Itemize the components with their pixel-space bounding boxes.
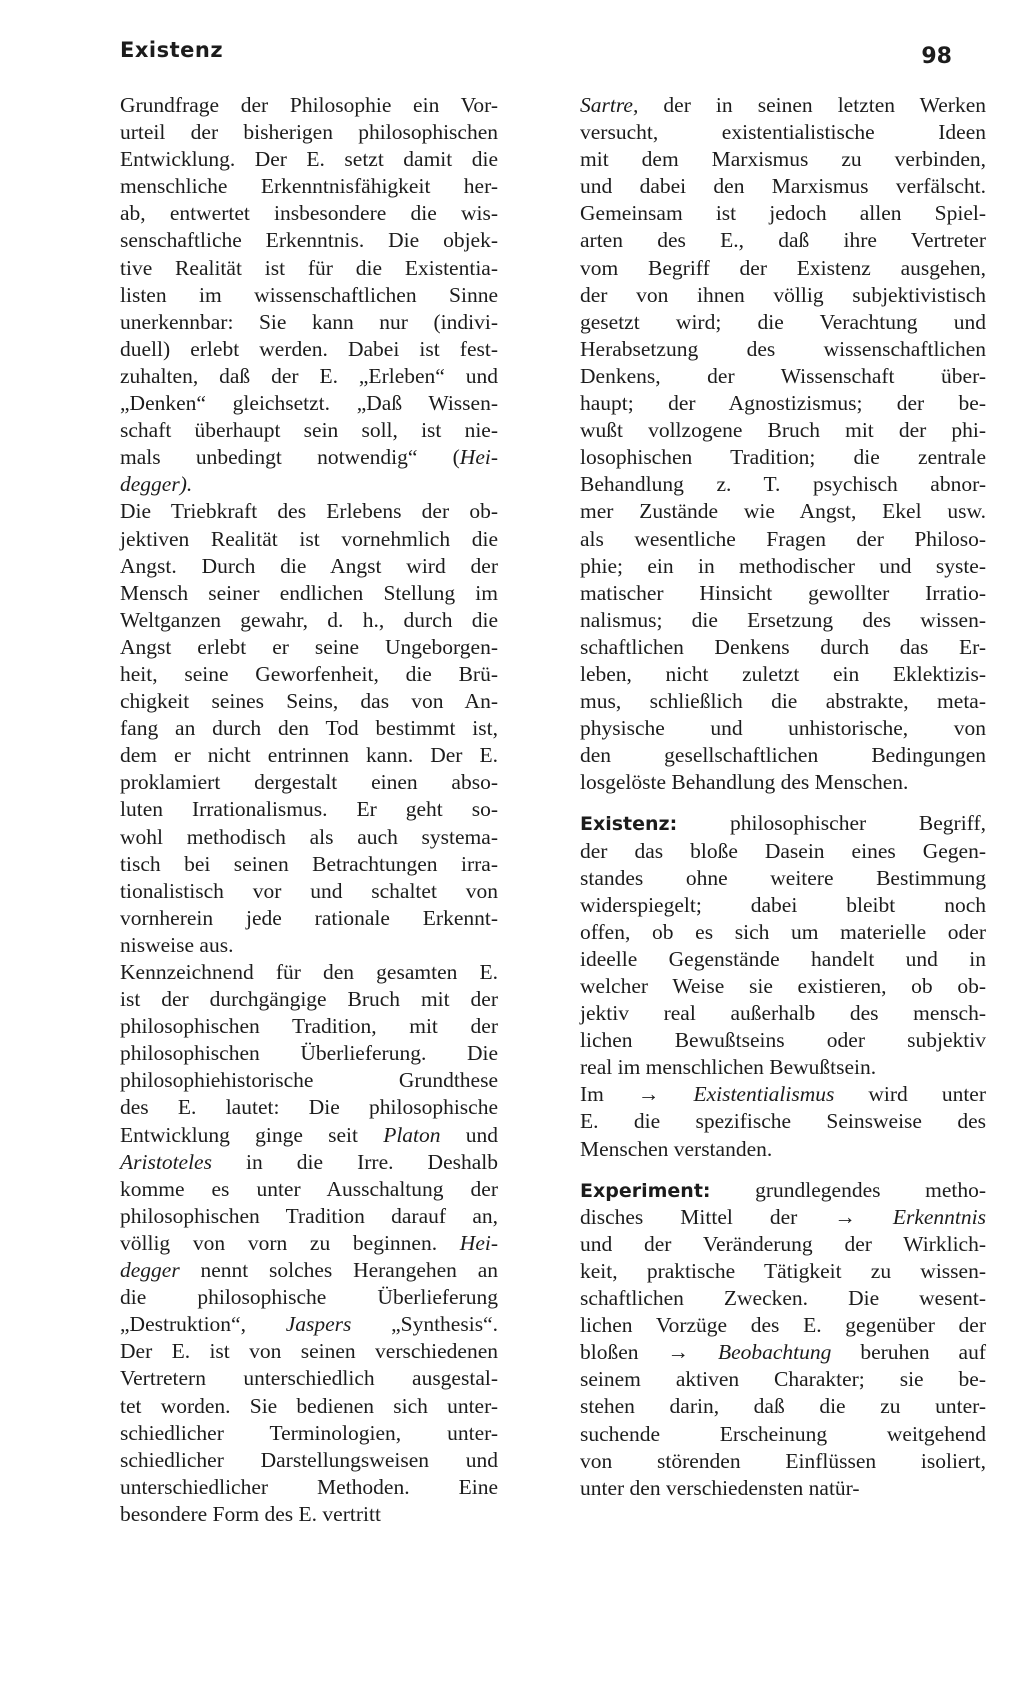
text-line: Weltganzen gewahr, d. h., durch die <box>120 607 498 632</box>
text-line: komme es unter Ausschaltung der <box>120 1176 498 1201</box>
cross-reference-arrow-icon: → <box>834 1204 856 1229</box>
text-line: urteil der bisherigen philosophischen <box>120 120 498 145</box>
text-line: fang an durch den Tod bestimmt ist, <box>120 716 498 741</box>
text-line: „Denken“ gleichsetzt. „Daß Wissen- <box>120 391 498 416</box>
text-line: unter den verschiedensten natür- <box>580 1475 860 1500</box>
text-line: bloßen → Beobachtung beruhen auf <box>580 1340 986 1365</box>
text-line: standes ohne weitere Bestimmung <box>580 865 986 890</box>
text-line: arten des E., daß ihre Vertreter <box>580 228 986 253</box>
text-line: nisweise aus. <box>120 932 234 957</box>
text-line: ab, entwertet insbesondere die wis- <box>120 201 498 226</box>
text-line: zuhalten, daß der E. „Erleben“ und <box>120 363 498 388</box>
text-line: „Destruktion“, Jaspers „Synthesis“. <box>120 1312 498 1337</box>
text-line: stehen darin, daß die zu unter- <box>580 1394 986 1419</box>
text-line: vom Begriff der Existenz ausgehen, <box>580 255 986 280</box>
text-line: philosophischen Tradition darauf an, <box>120 1203 498 1228</box>
text-line: jektiven Realität ist vornehmlich die <box>120 526 498 551</box>
text-line: unterschiedlicher Methoden. Eine <box>120 1474 498 1499</box>
text-line: Menschen verstanden. <box>580 1136 773 1161</box>
text-line: heit, seine Geworfenheit, die Brü- <box>120 661 498 686</box>
text-line: Grundfrage der Philosophie ein Vor- <box>120 93 498 117</box>
text-line: des E. lautet: Die philosophische <box>120 1095 498 1120</box>
text-line: schiedlicher Terminologien, unter- <box>120 1420 498 1445</box>
text-line: Denkens, der Wissenschaft über- <box>580 363 986 388</box>
text-line: tive Realität ist für die Existentia- <box>120 255 498 280</box>
entry-keyword: Existenz: <box>580 813 678 836</box>
text-line: wohl methodisch als auch systema- <box>120 824 498 849</box>
text-line: proklamiert dergestalt einen abso- <box>120 770 498 795</box>
text-line: widerspiegelt; dabei bleibt noch <box>580 892 986 917</box>
cross-reference-term[interactable]: Existentialismus <box>693 1082 835 1107</box>
text-line: Der E. ist von seinen verschiedenen <box>120 1339 498 1364</box>
text-line: dem er nicht entrinnen kann. Der E. <box>120 743 498 768</box>
text-line: ideelle Gegenstände handelt und in <box>580 946 986 971</box>
text-line: und dabei den Marxismus verfälscht. <box>580 174 986 199</box>
text-line: schaft überhaupt sein soll, ist nie- <box>120 418 498 443</box>
text-line: luten Irrationalismus. Er geht so- <box>120 797 498 822</box>
text-line: tisch bei seinen Betrachtungen irra- <box>120 851 498 876</box>
text-line: die philosophische Überlieferung <box>120 1285 498 1310</box>
text-line: Die Triebkraft des Erlebens der ob- <box>120 499 498 524</box>
text-line: Gemeinsam ist jedoch allen Spiel- <box>580 201 986 226</box>
text-line: chigkeit seines Seins, das von An- <box>120 689 498 714</box>
text-line: degger nennt solches Herangehen an <box>120 1258 498 1283</box>
text-line: Behandlung z. T. psychisch abnor- <box>580 472 986 497</box>
text-line: von störenden Einflüssen isoliert, <box>580 1448 986 1473</box>
text-line: philosophischen Überlieferung. Die <box>120 1041 498 1066</box>
text-line: völlig von vorn zu beginnen. Hei- <box>120 1230 498 1255</box>
text-line: lichen Bewußtseins oder subjektiv <box>580 1028 986 1053</box>
text-line: der von ihnen völlig subjektivistisch <box>580 282 986 307</box>
text-line: Herabsetzung des wissenschaftlichen <box>580 336 986 361</box>
text-line: schaftlichen Denkens durch das Er- <box>580 634 986 659</box>
text-line: degger). <box>120 472 193 497</box>
text-line: tionalistisch vor und schaltet von <box>120 878 498 903</box>
text-line: Kennzeichnend für den gesamten E. <box>120 960 498 984</box>
text-line: disches Mittel der → Erkenntnis <box>580 1204 986 1229</box>
page-number: 98 <box>921 44 952 69</box>
text-line: nalismus; die Ersetzung des wissen- <box>580 607 986 632</box>
text-line: jektiv real außerhalb des mensch- <box>580 1001 986 1026</box>
text-line: offen, ob es sich um materielle oder <box>580 919 986 944</box>
text-line: mus, schließlich die abstrakte, meta- <box>580 689 986 714</box>
text-line: den gesellschaftlichen Bedingungen <box>580 743 986 768</box>
cross-reference-arrow-icon: → <box>637 1082 660 1107</box>
text-line: suchende Erscheinung weitgehend <box>580 1421 986 1446</box>
text-line: listen im wissenschaftlichen Sinne <box>120 282 498 307</box>
text-line: schiedlicher Darstellungsweisen und <box>120 1447 498 1472</box>
text-line: haupt; der Agnostizismus; der be- <box>580 391 986 416</box>
text-line: Mensch seiner endlichen Stellung im <box>120 580 498 605</box>
text-line: E. die spezifische Seinsweise des <box>580 1109 986 1134</box>
text-line: mit dem Marxismus zu verbinden, <box>580 147 986 172</box>
cross-reference-term[interactable]: Beobachtung <box>717 1340 832 1365</box>
text-line: tet worden. Sie bedienen sich unter- <box>120 1393 498 1418</box>
text-line: Sartre, der in seinen letzten Werken <box>580 93 986 117</box>
text-line: losgelöste Behandlung des Menschen. <box>580 770 909 795</box>
text-line: schaftlichen Zwecken. Die wesent- <box>580 1286 986 1311</box>
text-line: losophischen Tradition; die zentrale <box>580 445 986 470</box>
text-line: welcher Weise sie existieren, ob ob- <box>580 974 986 998</box>
text-line: ist der durchgängige Bruch mit der <box>120 987 498 1012</box>
sartre-paragraph <box>580 92 986 796</box>
cross-reference-term[interactable]: Erkenntnis <box>892 1204 986 1229</box>
running-head-keyword: Existenz <box>120 38 224 62</box>
text-line: lichen Vorzüge des E. gegenüber der <box>580 1313 986 1338</box>
text-line: matischer Hinsicht gewollter Irratio- <box>580 580 986 605</box>
entry-keyword: Experiment: <box>580 1179 711 1202</box>
text-line: physische und unhistorische, von <box>580 716 986 741</box>
text-line: keit, praktische Tätigkeit zu wissen- <box>580 1258 986 1283</box>
text-line: phie; ein in methodischer und syste- <box>580 553 986 578</box>
cross-reference-arrow-icon: → <box>667 1340 689 1365</box>
text-line: real im menschlichen Bewußtsein. <box>580 1055 877 1080</box>
text-line: philosophischen Tradition, mit der <box>120 1014 498 1039</box>
text-line: der das bloße Dasein eines Gegen- <box>580 838 986 863</box>
text-line: versucht, existentialistische Ideen <box>580 120 986 145</box>
text-line: Aristoteles in die Irre. Deshalb <box>120 1149 498 1174</box>
text-line: Angst. Durch die Angst wird der <box>120 553 498 578</box>
text-line: und der Veränderung der Wirklich- <box>580 1231 986 1256</box>
text-line: leben, nicht zuletzt ein Eklektizis- <box>580 661 986 686</box>
right-column <box>580 92 986 1502</box>
text-line: duell) erlebt werden. Dabei ist fest- <box>120 336 498 361</box>
text-line: als wesentliche Fragen der Philoso- <box>580 526 986 551</box>
text-line: besondere Form des E. vertritt <box>120 1501 381 1526</box>
text-line: Entwicklung ginge seit Platon und <box>120 1122 499 1147</box>
text-line: wußt vollzogene Bruch mit der phi- <box>580 418 986 443</box>
text-line: unerkennbar: Sie kann nur (indivi- <box>120 309 498 334</box>
text-line: Vertretern unterschiedlich ausgestal- <box>120 1366 498 1391</box>
entry-experiment <box>580 1177 986 1502</box>
text-line: seinem aktiven Charakter; sie be- <box>580 1367 986 1392</box>
text-line: gesetzt wird; die Verachtung und <box>580 309 986 334</box>
text-line: Entwicklung. Der E. setzt damit die <box>120 147 498 172</box>
text-line: Im → Existentialismus wird unter <box>580 1082 986 1107</box>
text-line: menschliche Erkenntnisfähigkeit her- <box>120 174 498 199</box>
left-column <box>120 92 498 1528</box>
text-line: Angst erlebt er seine Ungeborgen- <box>120 634 498 659</box>
text-line: vornherein jede rationale Erkennt- <box>120 905 498 930</box>
entry-existenz <box>580 810 986 1162</box>
text-line: senschaftliche Erkenntnis. Die objek- <box>120 228 498 253</box>
text-line: Existenz: philosophischer Begriff, <box>580 811 986 836</box>
text-line: Experiment: grundlegendes metho- <box>580 1177 986 1202</box>
text-line: philosophiehistorische Grundthese <box>120 1068 498 1093</box>
text-line: mals unbedingt notwendig“ (Hei- <box>120 445 498 470</box>
text-line: mer Zustände wie Angst, Ekel usw. <box>580 499 986 524</box>
